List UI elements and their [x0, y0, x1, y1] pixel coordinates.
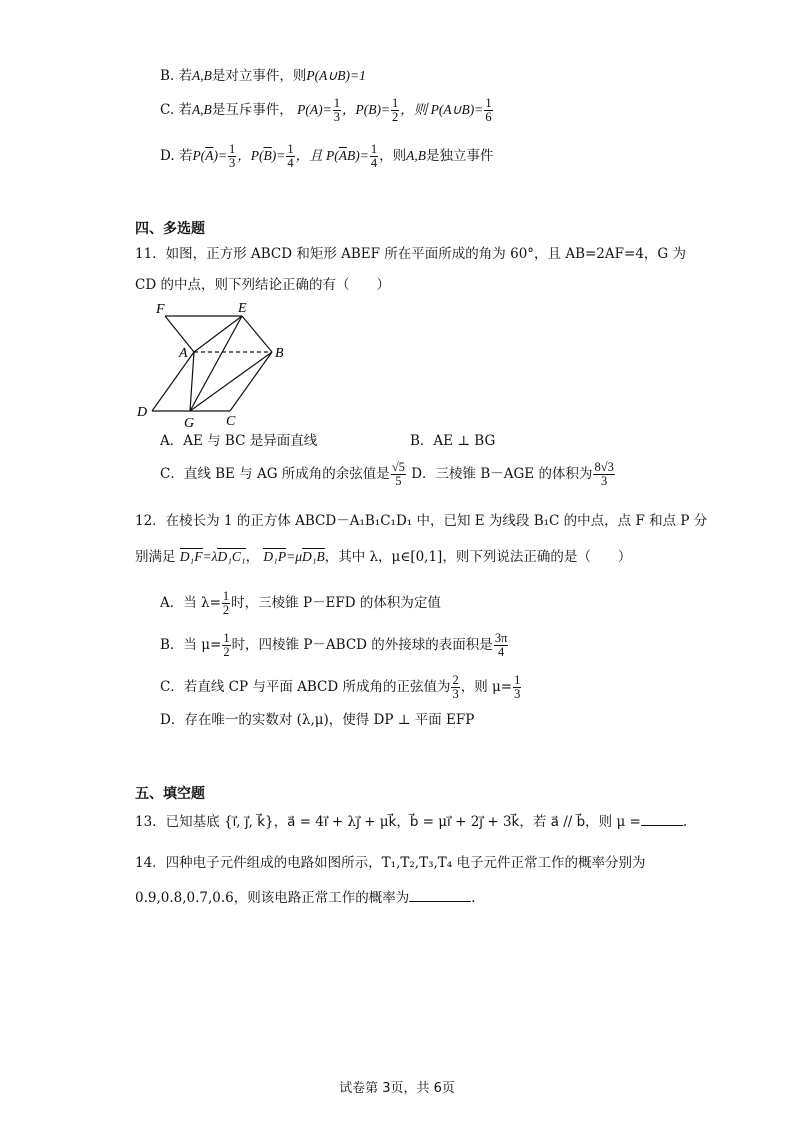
q11-figure-svg — [132, 296, 292, 436]
q12-stem-line1: 12．在棱长为 1 的正方体 ABCD－A₁B₁C₁D₁ 中，已知 E 为线段 B₁C 的中点，点 F 和点 P 分 — [135, 513, 708, 529]
q11-stem-line2: CD 的中点，则下列结论正确的有（ ） — [135, 277, 390, 293]
q13-text: 13．已知基底 {i⃗, j⃗, k⃗}，a⃗ = 4i⃗ + λj⃗ + μk⃗，b⃗ = μi⃗ + 2j⃗ + 3k⃗，若 a⃗ // b⃗，则 μ = . — [135, 814, 688, 830]
q12-option-c: C．若直线 CP 与平面 ABCD 所成角的正弦值为 $\frac{2}{3}$ ，则 μ= $\frac{1}{3}$ — [160, 673, 521, 702]
q12-option-a: A．当 λ= $\frac{1}{2}$ 时，三棱锥 P－EFD 的体积为定值 — [160, 589, 441, 618]
section-heading-fill-in: 五、填空题 — [135, 786, 205, 802]
label-C: C — [226, 414, 236, 429]
q10-option-c: C. 若A,B是互斥事件， P(A)= $\frac{1}{3}$ ，P(B)= $\frac{1}{2}$ ，则 P(A∪B)= $\frac{1}{6}$ — [160, 96, 492, 125]
label-D: D — [137, 405, 148, 420]
option-label: B. — [160, 68, 175, 84]
q11-option-c: C．直线 BE 与 AG 所成角的余弦值是 $\frac{√5}{5}$ D．三棱锥 B－AGE 的体积为 $\frac{8√3}{3}$ — [160, 460, 614, 489]
q11-stem-line1: 11．如图，正方形 ABCD 和矩形 ABEF 所在平面所成的角为 60°，且 AB=2AF=4，G 为 — [135, 246, 686, 262]
q12-option-d: D．存在唯一的实数对 (λ,μ)，使得 DP ⊥ 平面 EFP — [160, 712, 475, 728]
q11-option-a: A．AE 与 BC 是异面直线 — [160, 433, 318, 449]
label-A: A — [179, 346, 188, 361]
q12-stem-line2: 别满足 D₁F=λD₁C₁， D₁P=μD₁B，其中 λ，μ∈[0,1]，则下列说法正确的是（ ） — [135, 549, 632, 565]
q11-geometry-figure — [132, 296, 292, 436]
page-footer: 试卷第 3页，共 6页 — [339, 1081, 455, 1096]
label-E: E — [238, 301, 247, 316]
q12-option-b: B．当 μ= $\frac{1}{2}$ 时，四棱锥 P－ABCD 的外接球的表面积是 $\frac{3\pi}{4}$ — [160, 631, 508, 660]
q10-option-b: B. 若A,B是对立事件，则P(A∪B)=1 — [160, 68, 366, 84]
q11-option-b: B．AE ⊥ BG — [410, 433, 496, 449]
label-F: F — [156, 302, 165, 317]
q14-line1: 14．四种电子元件组成的电路如图所示，T₁,T₂,T₃,T₄ 电子元件正常工作的概率分别为 — [135, 855, 646, 871]
label-G: G — [184, 416, 195, 431]
q13-answer-blank[interactable] — [641, 813, 683, 826]
label-B: B — [275, 346, 284, 361]
q14-answer-blank[interactable] — [409, 889, 471, 902]
q14-line2: 0.9,0.8,0.7,0.6，则该电路正常工作的概率为 . — [135, 890, 476, 906]
q10-option-d: D. 若$P(\overline{A})=$ $\frac{1}{3}$ ，$P(\overline{B})=$ $\frac{1}{4}$ ，且 $P(\overline{A}B)=$ $\frac{1}{4}$ ，则A,B是独立事件 — [160, 142, 494, 171]
section-heading-multiple-choice: 四、多选题 — [135, 221, 205, 237]
